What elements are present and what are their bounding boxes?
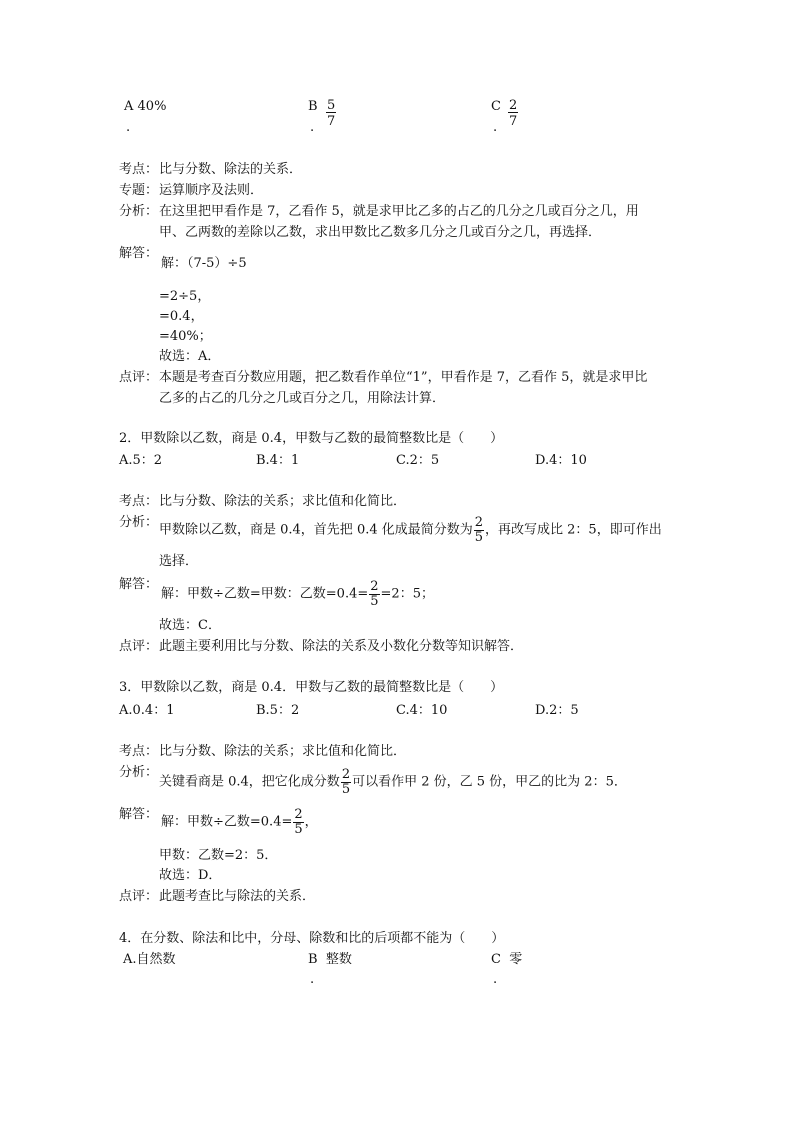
jieda-label: 解答： bbox=[119, 807, 159, 822]
fenxi-text-pre: 关键看商是 0.4，把它化成分数 bbox=[159, 774, 340, 790]
jieda-line-2: 故选：C． bbox=[159, 618, 221, 633]
q1-option-b-fraction bbox=[326, 99, 336, 128]
jieda-text-pre: 解：甲数÷乙数=0.4= bbox=[161, 814, 293, 830]
q3-option-a: A.0.4：1 bbox=[119, 703, 175, 718]
q4-option-c bbox=[491, 953, 522, 966]
q2-option-c: C.2：5 bbox=[396, 453, 440, 468]
option-dot: . bbox=[310, 972, 315, 987]
dianping-text: 此题主要利用比与分数、除法的关系及小数化分数等知识解答． bbox=[159, 639, 524, 654]
jieda-line-3: 故选：D． bbox=[159, 868, 222, 883]
kaodian-label: 考点： bbox=[119, 162, 159, 177]
fenxi-line-2: 甲、乙两数的差除以乙数，求出甲数比乙数多几分之几或百分之几，再选择． bbox=[159, 225, 602, 240]
q1-option-b-letter: B bbox=[308, 99, 318, 114]
jieda-line-5: 故选：A． bbox=[159, 349, 221, 364]
q2-option-d: D.4：10 bbox=[535, 453, 587, 468]
kaodian-text: 比与分数、除法的关系． bbox=[159, 162, 303, 177]
fenxi-text-post: 可以看作甲 2 份，乙 5 份，甲乙的比为 2：5． bbox=[352, 774, 627, 790]
kaodian-label: 考点： bbox=[119, 744, 159, 759]
fenxi-label: 分析： bbox=[119, 515, 159, 530]
jieda-text-pre: 解：甲数÷乙数=甲数：乙数=0.4= bbox=[161, 586, 369, 602]
fraction-denominator: 5 bbox=[370, 593, 379, 609]
jieda-label: 解答： bbox=[119, 246, 159, 261]
option-letter: C bbox=[491, 952, 501, 967]
kaodian-label: 考点： bbox=[119, 494, 159, 509]
fraction-denominator: 7 bbox=[327, 114, 336, 129]
jieda-line-1: 解：（7-5）÷5 bbox=[161, 256, 247, 271]
q2-stem: 2．甲数除以乙数，商是 0.4，甲数与乙数的最简整数比是（ ） bbox=[119, 431, 504, 446]
fraction-numerator: 2 bbox=[370, 579, 379, 594]
fraction-denominator: 7 bbox=[509, 114, 518, 129]
jieda-line-3: =0.4， bbox=[159, 309, 204, 324]
fenxi-text-pre: 甲数除以乙数，商是 0.4，首先把 0.4 化成最简分数为 bbox=[159, 522, 473, 538]
option-dot: . bbox=[493, 120, 498, 135]
fraction-numerator: 5 bbox=[327, 98, 336, 113]
option-dot: . bbox=[493, 972, 498, 987]
kaodian-text: 比与分数、除法的关系；求比值和化简比． bbox=[159, 494, 407, 509]
fenxi-line-2: 选择． bbox=[159, 554, 199, 569]
q4-stem: 4．在分数、除法和比中，分母、除数和比的后项都不能为（ ） bbox=[119, 931, 505, 946]
option-text: 整数 bbox=[325, 952, 352, 967]
fraction-numerator: 2 bbox=[474, 515, 484, 530]
q1-option-a bbox=[124, 100, 166, 113]
option-letter: B bbox=[308, 952, 318, 967]
option-dot: . bbox=[126, 120, 131, 135]
option-text: 零 bbox=[509, 952, 523, 967]
dianping-label: 点评： bbox=[119, 639, 159, 654]
fraction-denominator: 5 bbox=[341, 781, 351, 797]
fraction bbox=[474, 516, 484, 544]
jieda-text-post: ， bbox=[304, 814, 318, 830]
fraction-numerator: 2 bbox=[294, 807, 303, 822]
fenxi-label: 分析： bbox=[119, 765, 159, 780]
q4-option-a: A.自然数 bbox=[123, 952, 176, 967]
jieda-line-2: =2÷5， bbox=[159, 289, 211, 304]
jieda-line-1 bbox=[161, 808, 318, 836]
kaodian-text: 比与分数、除法的关系；求比值和化简比． bbox=[159, 744, 407, 759]
q3-option-c: C.4：10 bbox=[396, 703, 448, 718]
option-dot: . bbox=[310, 120, 315, 135]
fraction bbox=[293, 808, 303, 836]
fraction-numerator: 2 bbox=[341, 767, 351, 782]
q3-option-d: D.2：5 bbox=[535, 703, 579, 718]
q1-option-c-letter: C bbox=[491, 99, 501, 114]
fenxi-line-1 bbox=[159, 516, 662, 544]
dianping-line-2: 乙多的占乙的几分之几或百分之几，用除法计算． bbox=[159, 391, 446, 406]
jieda-line-2: 甲数：乙数=2：5． bbox=[159, 848, 278, 863]
dianping-line-1: 本题是考查百分数应用题，把乙数看作单位“1”，甲看作是 7，乙看作 5，就是求甲比 bbox=[159, 370, 648, 385]
option-text: 40% bbox=[137, 99, 167, 114]
zhuanti-label: 专题： bbox=[119, 183, 159, 198]
q2-option-a: A.5：2 bbox=[119, 453, 163, 468]
jieda-line-1 bbox=[161, 580, 434, 608]
q2-option-b: B.4：1 bbox=[256, 453, 300, 468]
fenxi-line-1: 在这里把甲看作是 7，乙看作 5，就是求甲比乙多的占乙的几分之几或百分之几，用 bbox=[159, 204, 639, 219]
zhuanti-text: 运算顺序及法则． bbox=[159, 183, 264, 198]
q3-option-b: B.5：2 bbox=[256, 703, 300, 718]
q3-stem: 3．甲数除以乙数，商是 0.4．甲数与乙数的最简整数比是（ ） bbox=[119, 680, 504, 695]
q1-option-c-fraction bbox=[508, 99, 518, 128]
dianping-label: 点评： bbox=[119, 370, 159, 385]
jieda-text-post: =2：5； bbox=[380, 586, 434, 602]
fenxi-label: 分析： bbox=[119, 204, 159, 219]
fenxi-text-post: ，再改写成比 2：5，即可作出 bbox=[485, 522, 662, 538]
fraction-numerator: 2 bbox=[509, 98, 518, 113]
fraction bbox=[369, 580, 379, 608]
fraction-denominator: 5 bbox=[474, 529, 484, 545]
dianping-label: 点评： bbox=[119, 889, 159, 904]
fraction bbox=[341, 768, 351, 796]
jieda-line-4: =40%； bbox=[159, 329, 212, 344]
q4-option-b bbox=[308, 953, 352, 966]
jieda-label: 解答： bbox=[119, 577, 159, 592]
fraction-denominator: 5 bbox=[294, 821, 303, 837]
option-letter: A bbox=[124, 99, 134, 114]
dianping-text: 此题考查比与除法的关系． bbox=[159, 889, 316, 904]
fenxi-line-1 bbox=[159, 768, 627, 796]
